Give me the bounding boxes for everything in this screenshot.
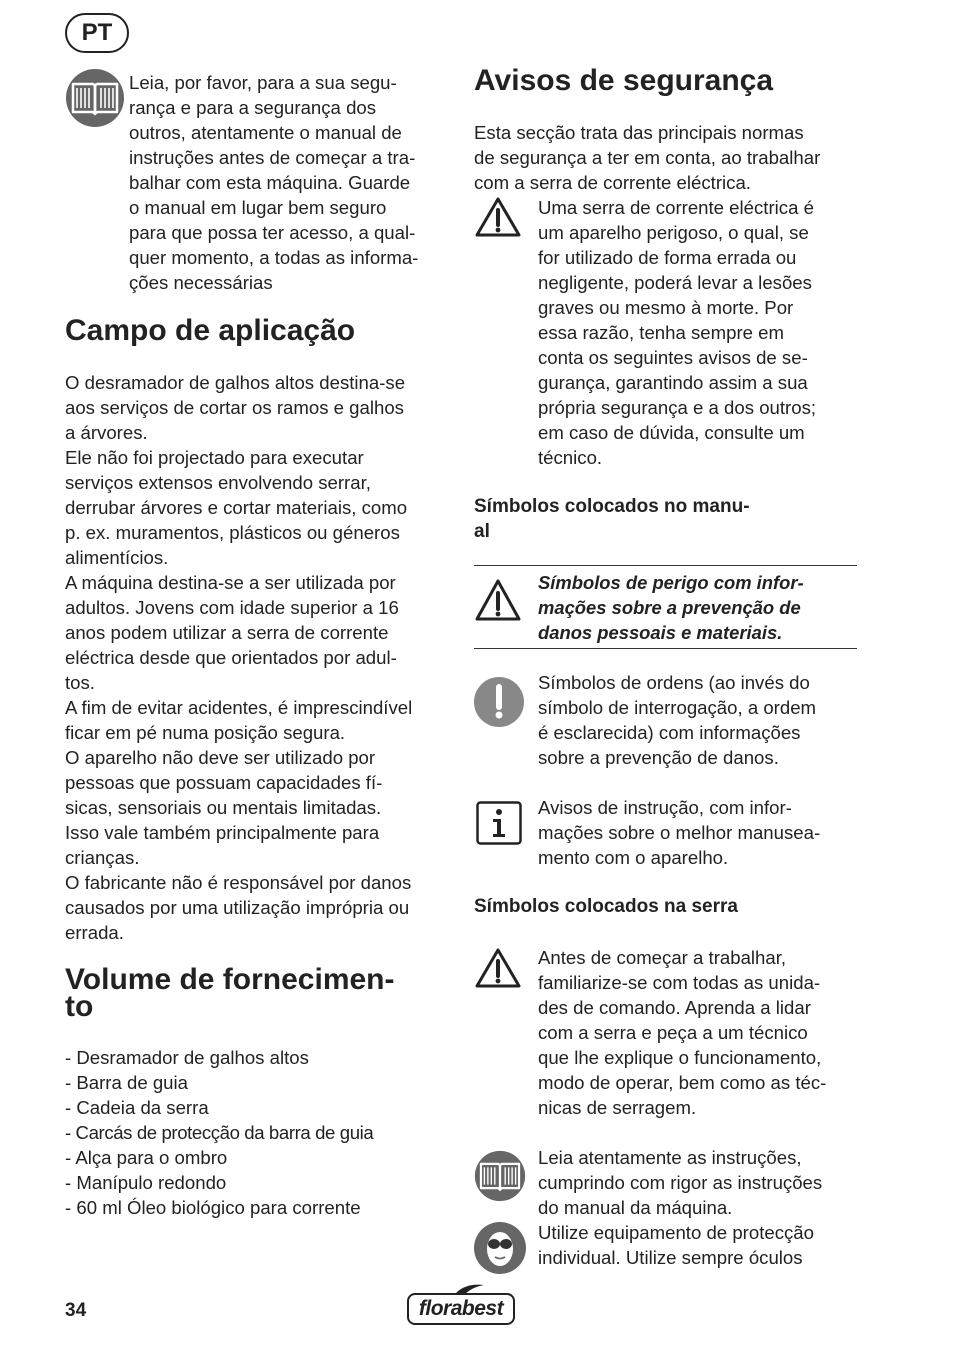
list-item: - 60 ml Óleo biológico para corrente (65, 1197, 361, 1218)
read-manual-text: Leia atentamente as instruções, cumprindo com rigor as instruções do manual da máquina. (538, 1147, 823, 1218)
book-icon (474, 1150, 526, 1202)
divider (474, 648, 857, 649)
list-item: - Desramador de galhos altos (65, 1047, 309, 1068)
list-item: - Alça para o ombro (65, 1147, 228, 1168)
avisos-title: Avisos de segurança (474, 64, 774, 97)
list-item: - Cadeia da serra (65, 1097, 209, 1118)
info-symbols-text: Avisos de instrução, com infor- mações sobre o melhor manusea- mento com o aparelho. (538, 797, 821, 868)
intro-text: Leia, por favor, para a sua segu- rança e para a segurança dos outros, atentamente o manual de instruções antes de começar a tra- balhar com esta máquina. Guarde o manual em lugar bem seguro para que possa ter acesso, a qual- quer momento, a todas as informa- ções necessárias (129, 72, 419, 293)
order-symbols-text: Símbolos de ordens (ao invés do símbolo de interrogação, a ordem é esclarecida) com informações sobre a prevenção de danos. (538, 672, 817, 768)
warning-icon (474, 947, 522, 989)
saw-symbols-title: Símbolos colocados na serra (474, 896, 738, 917)
brand-logo (406, 1283, 516, 1327)
brand-name: florabest (418, 1297, 504, 1320)
safety-goggles-icon (474, 1222, 526, 1274)
list-item: - Carcás de protecção da barra de guia (65, 1122, 374, 1143)
list-item: - Manípulo redondo (65, 1172, 227, 1193)
divider (474, 565, 857, 566)
warning-icon (474, 196, 522, 238)
page-number: 34 (65, 1300, 87, 1321)
campo-text: O desramador de galhos altos destina-se aos serviços de cortar os ramos e galhos a árvores. Ele não foi projectado para executar serviços extensos envolvendo serrar, derrubar árvores e cortar materiais, como p. ex. muramentos, plásticos ou géneros alimentícios. A máquina destina-se a ser utilizada por adultos. Jovens com idade superior a 16 anos podem utilizar a serra de corrente eléctrica desde que orientados por adul- tos. A fim de evitar acidentes, é imprescindível ficar em pé numa posição segura. O aparelho não deve ser utilizado por pessoas que possuam capacidades fí- sicas, sensoriais ou mentais limitadas. Isso vale também principalmente para crianças. O fabricante não é responsável por danos causados por uma utilização imprópria ou errada. (65, 372, 413, 943)
danger-warning-icon (474, 578, 522, 622)
campo-title: Campo de aplicação (65, 314, 356, 347)
danger-symbols-text: Símbolos de perigo com infor- mações sobre a prevenção de danos pessoais e materiais. (538, 572, 804, 643)
supply-list (65, 1045, 450, 1220)
list-item: - Barra de guia (65, 1072, 188, 1093)
info-icon (476, 801, 522, 845)
ppe-text: Utilize equipamento de protecção individual. Utilize sempre óculos (538, 1222, 814, 1268)
volume-title: Volume de fornecimen- to (65, 963, 395, 1023)
avisos-intro: Esta secção trata das principais normas de segurança a ter em conta, ao trabalhar com a serra de corrente eléctrica. (474, 122, 821, 193)
exclamation-order-icon (474, 677, 524, 727)
avisos-warning-text: Uma serra de corrente eléctrica é um aparelho perigoso, o qual, se for utilizado de forma errada ou negligente, poderá levar a lesões graves ou mesmo à morte. Por essa razão, tenha sempre em conta os seguintes avisos de se- gurança, garantindo assim a sua própria segurança e a dos outros; em caso de dúvida, consulte um técnico. (538, 197, 817, 468)
manual-symbols-title: Símbolos colocados no manu- al (474, 496, 750, 542)
language-badge: PT (65, 13, 129, 53)
saw-warning-text: Antes de começar a trabalhar, familiarize-se com todas as unida- des de comando. Aprenda a lidar com a serra e peça a um técnico que lhe explique o funcionamento, modo de operar, bem como as téc- nicas de serragem. (538, 947, 827, 1118)
book-icon (65, 68, 125, 128)
